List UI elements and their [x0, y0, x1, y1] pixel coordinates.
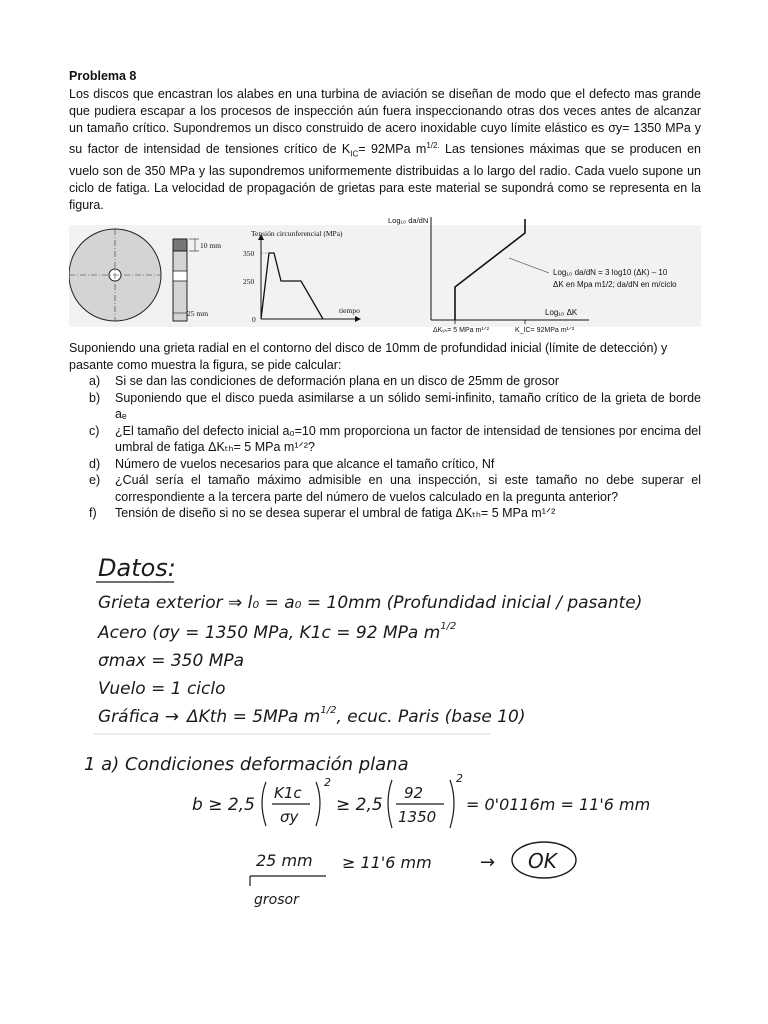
question-text: Si se dan las condiciones de deformación plana en un disco de 25mm de grosor — [115, 374, 560, 388]
question-label: e) — [89, 473, 101, 487]
hw-steel-main: Acero (σy = 1350 MPa, K1c = 92 MPa m — [98, 623, 441, 643]
hw-frac1-num: K1c — [274, 784, 302, 802]
paris-kic-label: K_IC= 92MPa m¹ᐟ² — [515, 327, 575, 334]
question-item — [69, 423, 701, 456]
question-item — [69, 456, 701, 473]
dim-top-label: 10 mm — [200, 241, 222, 250]
problem-title: Problema 8 — [69, 69, 137, 83]
handwritten-solution — [70, 540, 690, 920]
hw-graph-threshold: ΔKth = 5MPa m — [186, 707, 321, 727]
statement-part-1: Los discos que encastran los alabes en una turbina de aviación se diseñan de modo que el defecto mas grande que pudiera escapar a los procesos de inspección aún fuera inspeccionando otras dos veces antes de alcanzar un tamaño crítico. Supondremos un disco construido de acero inoxidable cuyo límite elástico es σy= 1350 MPa y su factor de intensidad de tensiones crítico de K — [69, 87, 701, 157]
statement-part-3: Las tensiones máximas que se producen en vuelo son de 350 MPa y las supondremos uniformemente distribuidas a lo largo del radio. Cada vuelo supone un ciclo de fatiga. La velocidad de propagación de grietas para este material se supondrá como se representa en la figura. — [69, 142, 701, 212]
hw-thickness-label: grosor — [254, 892, 299, 908]
stress-chart-title: Tensión circunferencial (MPa) — [251, 229, 343, 238]
hw-compare: ≥ 11'6 mm — [342, 853, 432, 872]
hw-frac2-den: 1350 — [398, 808, 437, 826]
hw-steel-exp: 1/2 — [440, 621, 457, 632]
question-text: Tensión de diseño si no se desea superar el umbral de fatiga ΔKₜₕ= 5 MPa m¹ᐟ² — [115, 506, 556, 520]
hw-graph-exp: 1/2 — [320, 705, 337, 716]
hw-thickness-check — [250, 842, 576, 908]
question-item — [69, 390, 701, 423]
paris-threshold-label: ΔKₜₕ= 5 MPa m¹ᐟ² — [433, 327, 489, 334]
hw-line-flight: Vuelo = 1 ciclo — [98, 679, 226, 699]
paris-equation: Log₁₀ da/dN = 3 log10 (ΔK) – 10 — [553, 268, 668, 277]
hw-line-crack: Grieta exterior ⇒ l₀ = a₀ = 10mm (Profundidad inicial / pasante) — [98, 593, 643, 613]
question-text: Suponiendo que el disco pueda asimilarse a un sólido semi-infinito, tamaño crítico de la grieta de borde aₑ — [115, 390, 701, 421]
question-label: c) — [89, 423, 100, 438]
hw-frac1-exp: 2 — [324, 776, 331, 789]
hw-part-a-title: 1 a) Condiciones deformación plana — [84, 754, 409, 775]
dim-bottom-label: 25 mm — [187, 309, 209, 318]
question-label: f) — [89, 506, 97, 520]
paris-units-note: ΔK en Mpa m1/2; da/dN en m/ciclo — [553, 280, 677, 289]
problem-statement — [69, 86, 701, 214]
stress-tick-250: 250 — [243, 277, 255, 286]
hw-graph-paris: , ecuc. Paris (base 10) — [336, 707, 526, 727]
question-item — [69, 373, 701, 390]
question-label: d) — [89, 456, 101, 471]
hw-result: = 0'0116m = 11'6 mm — [466, 795, 651, 814]
hw-frac2-exp: 2 — [456, 772, 463, 785]
hw-frac1-den: σy — [280, 808, 299, 826]
figures-row — [69, 203, 709, 345]
hw-plane-strain-inequality — [192, 772, 650, 828]
paris-x-label: Log₁₀ ΔK — [545, 308, 578, 317]
hw-ineq-mid: ≥ 2,5 — [336, 795, 383, 815]
hw-line-graph — [98, 705, 525, 727]
hw-ineq-b: b ≥ 2,5 — [192, 795, 255, 815]
disk-front-view — [69, 229, 161, 321]
hw-ok-text: OK — [528, 849, 557, 873]
questions-section — [69, 340, 701, 522]
question-text: ¿Cuál sería el tamaño máximo admisible en una inspección, si este tamaño no debe superar el correspondiente a la tercera parte del número de vuelos calculado en la pregunta anterior? — [115, 473, 701, 504]
hw-line-steel — [97, 621, 456, 643]
stress-tick-350: 350 — [243, 249, 255, 258]
hw-frac2-num: 92 — [404, 784, 424, 802]
hw-arrow: → — [480, 852, 496, 873]
question-label: a) — [89, 374, 101, 388]
question-item — [69, 472, 701, 505]
statement-part-2: = 92MPa m — [358, 142, 427, 157]
question-text: ¿El tamaño del defecto inicial a₀=10 mm proporciona un factor de intensidad de tensiones por encima del umbral de fatiga ΔKₜₕ= 5 MPa m¹ᐟ²? — [115, 423, 701, 454]
hw-heading: Datos: — [98, 554, 176, 582]
question-item — [69, 505, 701, 522]
question-label: b) — [89, 390, 101, 405]
question-list — [69, 373, 701, 522]
questions-lead: Suponiendo una grieta radial en el contorno del disco de 10mm de profundidad inicial (límite de detección) y pasante como muestra la figura, se pide calcular: — [69, 341, 668, 372]
stress-tick-0: 0 — [252, 315, 256, 324]
paris-y-label: Log₁₀ da/dN — [388, 216, 429, 225]
question-text: Número de vuelos necesarios para que alcance el tamaño crítico, Nf — [115, 456, 495, 471]
hw-line-sigma: σmax = 350 MPa — [98, 651, 245, 671]
kic-subscript: IC — [350, 149, 359, 159]
hw-thickness-value: 25 mm — [256, 851, 313, 870]
unit-exponent: 1/2. — [426, 141, 440, 150]
hw-graph-label: Gráfica → — [98, 707, 179, 727]
stress-x-label: tiempo — [339, 306, 360, 315]
